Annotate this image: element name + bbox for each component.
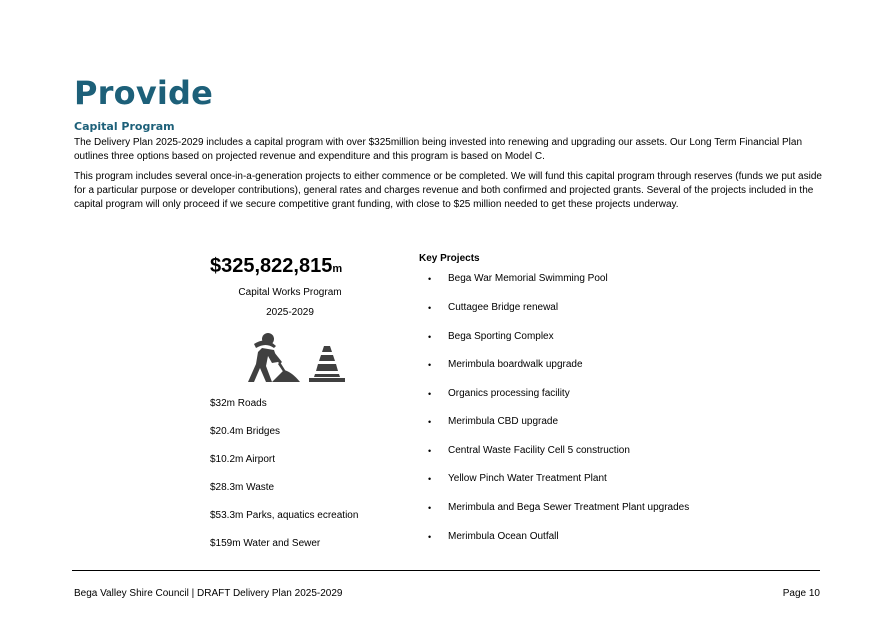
- bullet: •: [428, 389, 432, 399]
- project-label: Merimbula boardwalk upgrade: [448, 359, 583, 370]
- program-years: 2025-2029: [266, 307, 314, 318]
- key-projects-heading: Key Projects: [419, 253, 480, 264]
- traffic-cone-icon: [308, 346, 346, 382]
- total-amount-value: $325,822,815: [210, 255, 333, 277]
- total-amount: [210, 252, 342, 283]
- project-label: Bega War Memorial Swimming Pool: [448, 273, 608, 284]
- bullet: •: [428, 360, 432, 370]
- list-item: [428, 387, 570, 401]
- section-heading: Capital Program: [74, 120, 175, 133]
- bullet: •: [428, 332, 432, 342]
- intro-paragraph: The Delivery Plan 2025-2029 includes a capital program with over $325million being invested into renewing and upgrading our assets. Our Long Term Financial Plan outlines three options based on projected revenue and expenditure and this program is based on Model C.: [74, 137, 803, 162]
- list-item: [428, 501, 689, 515]
- budget-item: $28.3m Waste: [210, 482, 275, 493]
- list-item: [428, 301, 558, 315]
- total-amount-unit: m: [332, 263, 343, 275]
- project-label: Merimbula CBD upgrade: [448, 416, 559, 427]
- project-label: Yellow Pinch Water Treatment Plant: [448, 473, 607, 484]
- footer-document-title: Bega Valley Shire Council | DRAFT Delivery Plan 2025-2029: [74, 588, 343, 599]
- list-item: [428, 530, 559, 544]
- project-label: Merimbula and Bega Sewer Treatment Plant upgrades: [448, 502, 690, 513]
- program-label: Capital Works Program: [238, 287, 342, 298]
- budget-item: $32m Roads: [210, 398, 267, 409]
- bullet: •: [428, 532, 432, 542]
- bullet: •: [428, 446, 432, 456]
- project-label: Central Waste Facility Cell 5 construction: [448, 445, 630, 456]
- project-label: Cuttagee Bridge renewal: [448, 302, 559, 313]
- page-title: Provide: [74, 74, 214, 112]
- bullet: •: [428, 503, 432, 513]
- page-number: Page 10: [782, 588, 820, 599]
- budget-item: $53.3m Parks, aquatics ecreation: [210, 510, 359, 521]
- budget-item: $20.4m Bridges: [210, 426, 281, 437]
- road-worker-icon: [246, 332, 302, 382]
- project-label: Bega Sporting Complex: [448, 331, 554, 342]
- list-item: [428, 330, 554, 344]
- budget-item: $159m Water and Sewer: [210, 538, 321, 549]
- list-item: [428, 444, 630, 458]
- footer-divider: [72, 570, 820, 571]
- bullet: •: [428, 417, 432, 427]
- project-label: Merimbula Ocean Outfall: [448, 531, 559, 542]
- list-item: [428, 272, 608, 286]
- project-label: Organics processing facility: [448, 388, 570, 399]
- funding-paragraph: This program includes several once-in-a-generation projects to either commence or be completed. We will fund this capital program through reserves (funds we put aside for a particular purpose or developer contributions), general rates and charges revenue and both confirmed and projected grants. Several of the projects included in the capital program will only proceed if we secure competitive grant funding, with close to $25 million needed to get these projects underway.: [74, 171, 822, 210]
- list-item: [428, 358, 583, 372]
- bullet: •: [428, 274, 432, 284]
- bullet: •: [428, 303, 432, 313]
- list-item: [428, 472, 607, 486]
- list-item: [428, 415, 558, 429]
- bullet: •: [428, 474, 432, 484]
- budget-item: $10.2m Airport: [210, 454, 276, 465]
